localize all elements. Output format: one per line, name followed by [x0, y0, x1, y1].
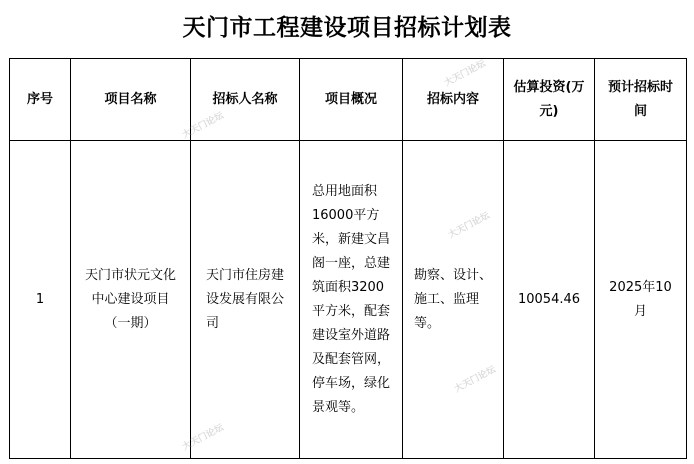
overview-line: 米，新建文昌: [311, 231, 390, 247]
cell-investment: 10054.46: [504, 141, 595, 459]
header-content: 招标内容: [403, 59, 504, 141]
header-tenderer: 招标人名称: [191, 59, 300, 141]
content-line: 施工、监理: [413, 291, 479, 307]
watermark: 大天门论坛: [452, 364, 498, 395]
cell-seq: 1: [10, 141, 71, 459]
tenderer-line: 天门市住房建: [205, 267, 284, 283]
overview-line: 平方米，配套: [311, 303, 390, 319]
header-investment: [504, 59, 595, 141]
watermark: 大天门论坛: [442, 58, 488, 89]
header-overview: 项目概况: [300, 59, 403, 141]
overview-line: 筑面积3200: [311, 279, 385, 295]
table-header-row: [10, 59, 687, 141]
project-name-line: 天门市状元文化: [84, 267, 176, 283]
project-name-line: 中心建设项目: [91, 291, 170, 307]
header-time: [595, 59, 687, 141]
header-project-name: 项目名称: [71, 59, 191, 141]
time-line: 月: [633, 303, 647, 319]
header-time-line2: 间: [633, 103, 647, 119]
project-name-line: （一期）: [104, 315, 157, 331]
tender-plan-table: [9, 58, 687, 459]
overview-line: 建设室外道路: [311, 327, 390, 343]
overview-line: 16000平方: [311, 207, 380, 223]
header-seq: 序号: [10, 59, 71, 141]
cell-content: [403, 141, 504, 459]
header-time-line1: 预计招标时: [607, 79, 673, 95]
overview-line: 总用地面积: [311, 183, 377, 199]
content-line: 等。: [413, 315, 440, 331]
watermark: 大天门论坛: [180, 110, 226, 141]
overview-line: 及配套管网，: [311, 351, 390, 367]
watermark: 大天门论坛: [446, 210, 492, 241]
cell-tenderer: [191, 141, 300, 459]
overview-line: 阁一座，总建: [311, 255, 390, 271]
header-investment-line1: 估算投资(万: [513, 79, 585, 95]
cell-project-name: [71, 141, 191, 459]
header-investment-line2: 元): [539, 103, 559, 119]
watermark: 大天门论坛: [180, 422, 226, 453]
tenderer-line: 司: [205, 315, 219, 331]
overview-line: 停车场，绿化: [311, 375, 390, 391]
cell-time: [595, 141, 687, 459]
overview-line: 景观等。: [311, 399, 364, 415]
table-row: [10, 141, 687, 459]
time-line: 2025年10: [609, 279, 672, 295]
content-line: 勘察、设计、: [413, 267, 492, 283]
page-title: 天门市工程建设项目招标计划表: [182, 14, 512, 41]
tenderer-line: 设发展有限公: [205, 291, 284, 307]
cell-overview: [300, 141, 403, 459]
